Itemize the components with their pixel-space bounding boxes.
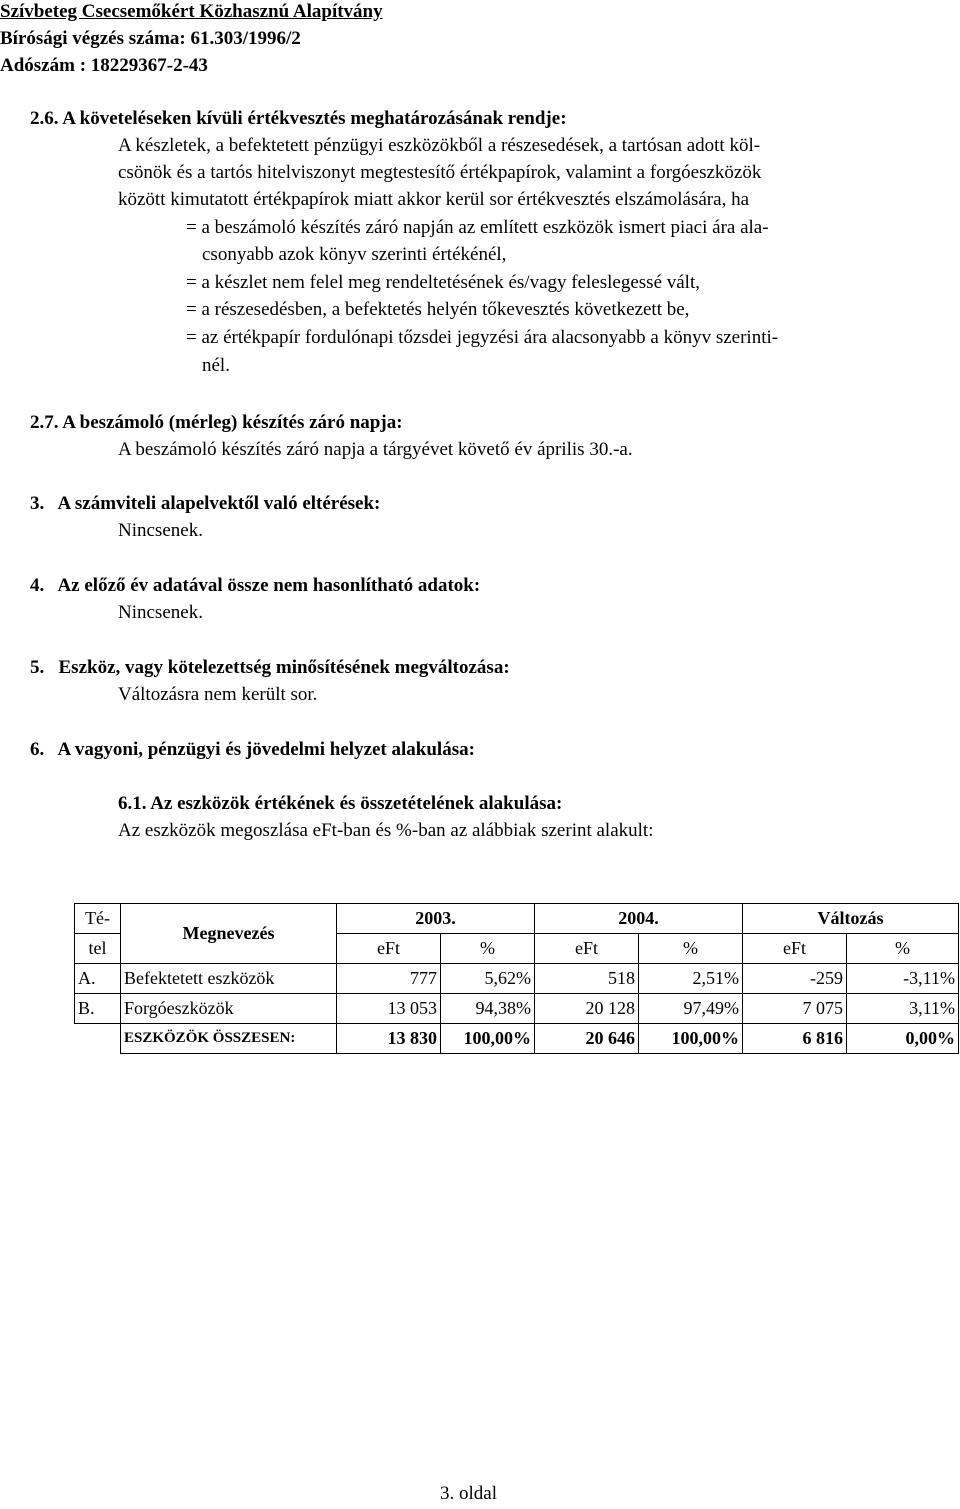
row-name: Befektetett eszközök <box>121 964 337 994</box>
total-code-empty <box>75 1024 121 1054</box>
table-total-row <box>75 1024 959 1054</box>
pct-2003: 5,62% <box>441 964 535 994</box>
total-pct-2003: 100,00% <box>441 1024 535 1054</box>
section-2-6-line: A készletek, a befektetett pénzügyi eszközökből a részesedések, a tartósan adott köl- <box>118 135 761 156</box>
total-value-2004: 20 646 <box>535 1024 639 1054</box>
page-number: 3. oldal <box>440 1483 497 1504</box>
tax-number: Adószám : 18229367-2-43 <box>0 55 208 76</box>
section-5-heading: 5. Eszköz, vagy kötelezettség minősítésének megváltozása: <box>30 657 510 678</box>
value-2004: 20 128 <box>535 994 639 1024</box>
total-value-change: 6 816 <box>743 1024 847 1054</box>
table-row <box>75 994 959 1024</box>
pct-change: -3,11% <box>847 964 959 994</box>
header-year-2003: 2003. <box>337 904 535 934</box>
value-2003: 13 053 <box>337 994 441 1024</box>
condition-item: = az értékpapír fordulónapi tőzsdei jegyzési ára alacsonyabb a könyv szerinti- <box>186 327 779 348</box>
section-6-1-text: Az eszközök megoszlása eFt-ban és %-ban az alábbiak szerint alakult: <box>118 820 654 841</box>
pct-2003: 94,38% <box>441 994 535 1024</box>
total-pct-change: 0,00% <box>847 1024 959 1054</box>
unit-pct: % <box>639 934 743 964</box>
organization-name: Szívbeteg Csecsemőkért Közhasznú Alapítvány <box>0 1 383 22</box>
condition-item-continued: nél. <box>202 355 230 376</box>
section-3-text: Nincsenek. <box>118 520 203 541</box>
condition-item-continued: csonyabb azok könyv szerinti értékénél, <box>202 244 507 265</box>
row-code: A. <box>75 964 121 994</box>
header-change: Változás <box>743 904 959 934</box>
pct-change: 3,11% <box>847 994 959 1024</box>
total-name: ESZKÖZÖK ÖSSZESEN: <box>121 1024 337 1054</box>
value-2003: 777 <box>337 964 441 994</box>
section-2-6-line: között kimutatott értékpapírok miatt akkor kerül sor értékvesztés elszámolására, ha <box>118 189 749 210</box>
section-3-heading: 3. A számviteli alapelvektől való eltérések: <box>30 493 381 514</box>
row-name: Forgóeszközök <box>121 994 337 1024</box>
assets-table <box>74 903 959 1054</box>
condition-item: = a beszámoló készítés záró napján az említett eszközök ismert piaci ára ala- <box>186 217 769 238</box>
section-2-6-heading: 2.6. A követeléseken kívüli értékvesztés meghatározásának rendje: <box>30 108 567 129</box>
section-6-1-heading: 6.1. Az eszközök értékének és összetételének alakulása: <box>118 793 563 814</box>
value-change: 7 075 <box>743 994 847 1024</box>
total-value-2003: 13 830 <box>337 1024 441 1054</box>
header-tetel-top: Té- <box>75 904 121 934</box>
header-name: Megnevezés <box>121 904 337 964</box>
unit-eft: eFt <box>337 934 441 964</box>
unit-pct: % <box>441 934 535 964</box>
pct-2004: 2,51% <box>639 964 743 994</box>
row-code: B. <box>75 994 121 1024</box>
section-4-text: Nincsenek. <box>118 602 203 623</box>
section-2-6-line: csönök és a tartós hitelviszonyt megtestesítő értékpapírok, valamint a forgóeszközök <box>118 162 762 183</box>
section-2-7-heading: 2.7. A beszámoló (mérleg) készítés záró napja: <box>30 412 403 433</box>
section-6-heading: 6. A vagyoni, pénzügyi és jövedelmi helyzet alakulása: <box>30 739 475 760</box>
section-5-text: Változásra nem került sor. <box>118 684 318 705</box>
condition-item: = a részesedésben, a befektetés helyén tőkevesztés következett be, <box>186 299 690 320</box>
unit-eft: eFt <box>743 934 847 964</box>
total-pct-2004: 100,00% <box>639 1024 743 1054</box>
table-row <box>75 964 959 994</box>
value-2004: 518 <box>535 964 639 994</box>
header-year-2004: 2004. <box>535 904 743 934</box>
pct-2004: 97,49% <box>639 994 743 1024</box>
unit-pct: % <box>847 934 959 964</box>
section-2-7-text: A beszámoló készítés záró napja a tárgyévet követő év április 30.-a. <box>118 439 633 460</box>
section-4-heading: 4. Az előző év adatával össze nem hasonlítható adatok: <box>30 575 481 596</box>
court-order-number: Bírósági végzés száma: 61.303/1996/2 <box>0 28 301 49</box>
unit-eft: eFt <box>535 934 639 964</box>
table-header-row <box>75 904 959 934</box>
condition-item: = a készlet nem felel meg rendeltetésének és/vagy feleslegessé vált, <box>186 272 700 293</box>
value-change: -259 <box>743 964 847 994</box>
header-tetel-bottom: tel <box>75 934 121 964</box>
